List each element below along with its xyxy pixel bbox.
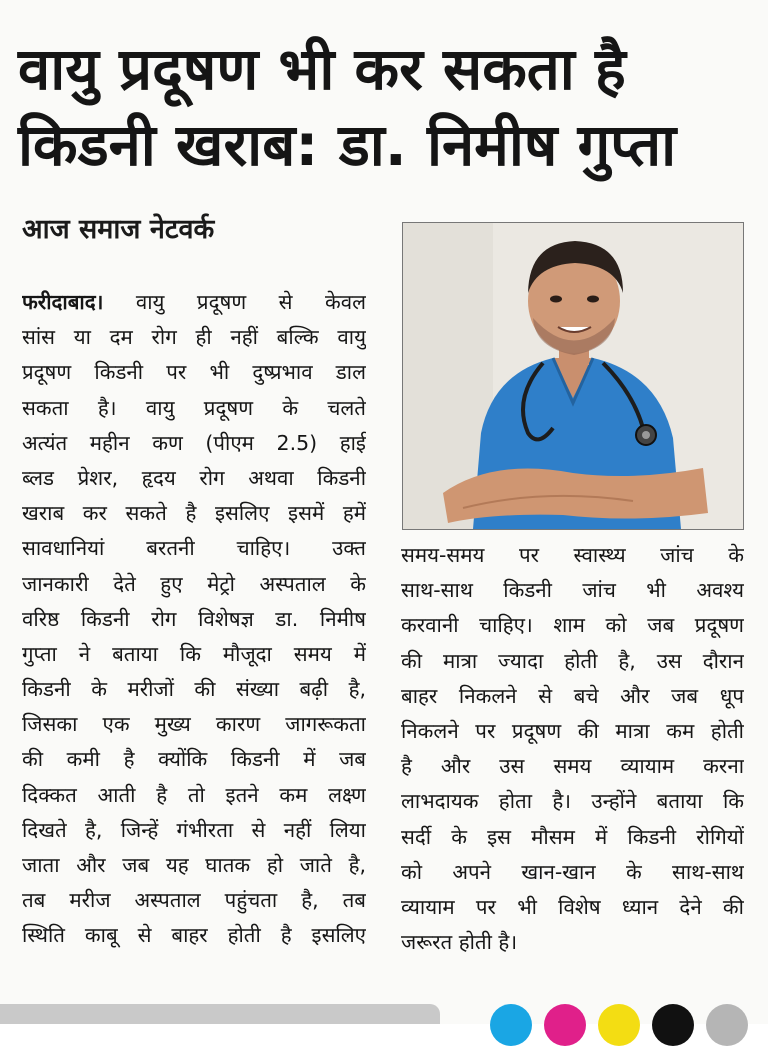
body-line: सांस या दम रोग ही नहीं बल्कि वायु: [22, 325, 366, 350]
body-line: प्रदूषण किडनी पर भी दुष्प्रभाव डाल: [22, 360, 366, 385]
headline-line-2: किडनी खराब: डा. निमीष गुप्ता: [18, 111, 677, 179]
body-line: व्यायाम पर भी विशेष ध्यान देने की: [401, 894, 744, 919]
article-body-right-column: [401, 538, 744, 960]
body-line-text: वायु प्रदूषण से केवल: [103, 290, 366, 314]
headline-line-1: वायु प्रदूषण भी कर सकता है: [18, 35, 626, 103]
article-body-left-column: [22, 285, 366, 954]
body-line: [22, 285, 366, 320]
registration-mark-gray: [706, 1004, 748, 1046]
body-line: सावधानियां बरतनी चाहिए। उक्त: [22, 536, 366, 561]
body-line: है और उस समय व्यायाम करना: [401, 754, 744, 779]
doctor-portrait-illustration: [403, 223, 743, 529]
registration-mark-cyan: [490, 1004, 532, 1046]
registration-mark-yellow: [598, 1004, 640, 1046]
body-line: ब्लड प्रेशर, हृदय रोग अथवा किडनी: [22, 465, 366, 490]
body-line: को अपने खान-खान के साथ-साथ: [401, 859, 744, 884]
body-line: की मात्रा ज्यादा होती है, उस दौरान: [401, 648, 744, 673]
body-line: जरूरत होती है।: [401, 930, 518, 955]
body-line: गुप्ता ने बताया कि मौजूदा समय में: [22, 641, 366, 666]
body-line: निकलने पर प्रदूषण की मात्रा कम होती: [401, 718, 744, 743]
body-line: स्थिति काबू से बाहर होती है इसलिए: [22, 923, 366, 948]
body-line: सर्दी के इस मौसम में किडनी रोगियों: [401, 824, 744, 849]
doctor-photo: [402, 222, 744, 530]
byline: आज समाज नेटवर्क: [22, 214, 215, 245]
body-line: जिसका एक मुख्य कारण जागरूकता: [22, 712, 366, 737]
body-line: करवानी चाहिए। शाम को जब प्रदूषण: [401, 613, 744, 638]
registration-mark-black: [652, 1004, 694, 1046]
body-line: सकता है। वायु प्रदूषण के चलते: [22, 395, 366, 420]
registration-mark-magenta: [544, 1004, 586, 1046]
body-line: वरिष्ठ किडनी रोग विशेषज्ञ डा. निमीष: [22, 606, 366, 631]
body-line: समय-समय पर स्वास्थ्य जांच के: [401, 543, 744, 567]
body-line: लाभदायक होता है। उन्होंने बताया कि: [401, 789, 744, 814]
body-line: जाता और जब यह घातक हो जाते है,: [22, 853, 366, 877]
body-line: खराब कर सकते है इसलिए इसमें हमें: [22, 501, 366, 526]
body-line: दिखते है, जिन्हें गंभीरता से नहीं लिया: [22, 817, 366, 842]
body-line: साथ-साथ किडनी जांच भी अवश्य: [401, 578, 744, 603]
body-line: जानकारी देते हुए मेट्रो अस्पताल के: [22, 571, 366, 596]
body-line: किडनी के मरीजों की संख्या बढ़ी है,: [22, 677, 366, 702]
body-line: तब मरीज अस्पताल पहुंचता है, तब: [22, 888, 366, 913]
scrollbar-track: [0, 1004, 440, 1024]
body-line: की कमी है क्योंकि किडनी में जब: [22, 747, 366, 772]
body-line: दिक्कत आती है तो इतने कम लक्ष्ण: [22, 782, 366, 807]
body-line: बाहर निकलने से बचे और जब धूप: [401, 683, 744, 708]
body-line: अत्यंत महीन कण (पीएम 2.5) हाई: [22, 430, 366, 455]
dateline: फरीदाबाद।: [22, 290, 104, 314]
